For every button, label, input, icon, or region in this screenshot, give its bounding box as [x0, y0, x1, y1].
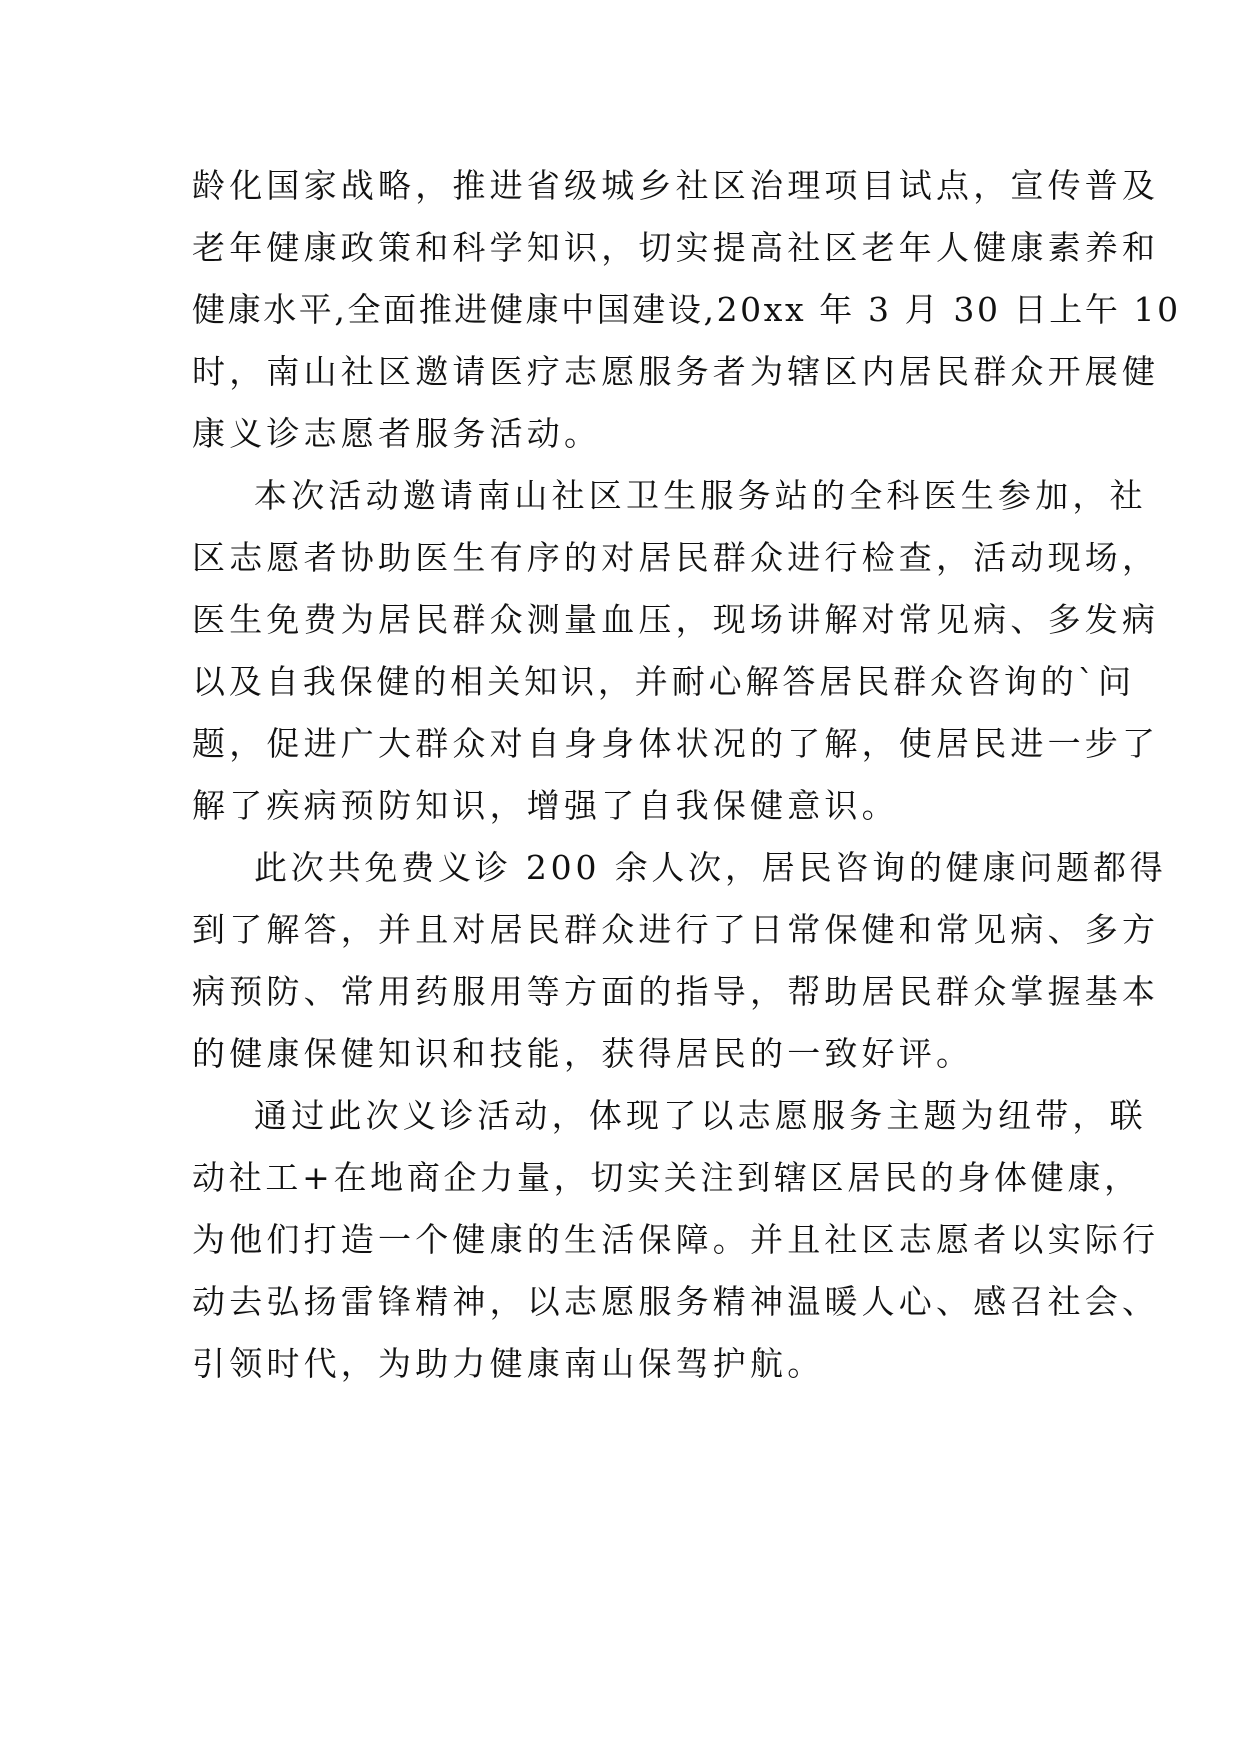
- text-line: 的健康保健知识和技能，获得居民的一致好评。: [192, 1034, 974, 1073]
- text-line: 到了解答，并且对居民群众进行了日常保健和常见病、多方: [192, 910, 1160, 949]
- paragraph-4: [192, 1085, 1160, 1395]
- paragraph-2: [192, 465, 1160, 837]
- text-line: 老年健康政策和科学知识，切实提高社区老年人健康素养和: [192, 228, 1160, 267]
- text-line: 龄化国家战略，推进省级城乡社区治理项目试点，宣传普及: [192, 166, 1160, 205]
- text-line: 动去弘扬雷锋精神，以志愿服务精神温暖人心、感召社会、: [192, 1282, 1160, 1321]
- text-line: 健康水平,全面推进健康中国建设,20xx 年 3 月 30 日上午 10: [192, 290, 1181, 329]
- text-line: 区志愿者协助医生有序的对居民群众进行检查，活动现场，: [192, 538, 1160, 577]
- text-line: 为他们打造一个健康的生活保障。并且社区志愿者以实际行: [192, 1220, 1160, 1259]
- text-line: 动社工+在地商企力量，切实关注到辖区居民的身体健康，: [192, 1158, 1141, 1197]
- text-line: 以及自我保健的相关知识，并耐心解答居民群众咨询的`问: [192, 662, 1135, 701]
- text-line: 此次共免费义诊 200 余人次，居民咨询的健康问题都得: [254, 848, 1167, 887]
- paragraph-3: [192, 837, 1167, 1085]
- text-line: 康义诊志愿者服务活动。: [192, 414, 602, 453]
- text-line: 医生免费为居民群众测量血压，现场讲解对常见病、多发病: [192, 600, 1160, 639]
- text-line: 时，南山社区邀请医疗志愿服务者为辖区内居民群众开展健: [192, 352, 1160, 391]
- text-line: 本次活动邀请南山社区卫生服务站的全科医生参加，社: [254, 476, 1147, 515]
- document-body: [192, 155, 1181, 1395]
- text-line: 通过此次义诊活动，体现了以志愿服务主题为纽带，联: [254, 1096, 1147, 1135]
- text-line: 引领时代，为助力健康南山保驾护航。: [192, 1344, 825, 1383]
- text-line: 解了疾病预防知识，增强了自我保健意识。: [192, 786, 899, 825]
- text-line: 题，促进广大群众对自身身体状况的了解，使居民进一步了: [192, 724, 1160, 763]
- paragraph-1: [192, 155, 1181, 465]
- text-line: 病预防、常用药服用等方面的指导，帮助居民群众掌握基本: [192, 972, 1160, 1011]
